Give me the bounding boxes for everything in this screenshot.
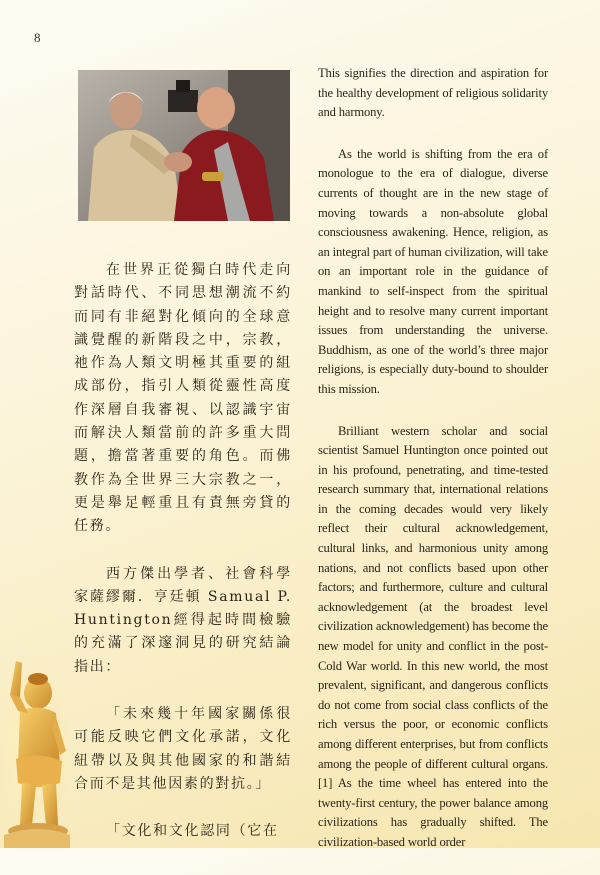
page-number: 8	[34, 30, 41, 45]
chinese-paragraph: 在世界正從獨白時代走向對話時代、不同思想潮流不約而同有非絕對化傾向的全球意識覺醒的新階段之中，宗教，祂作為人類文明極其重要的組成部份，指引人類從靈性高度作深層自我審視、以認識宇宙而解決人類當前的許多重大問題，擔當著重要的角色。而佛教作為全世界三大宗教之一，更是舉足輕重且有責無旁貸的任務。	[74, 262, 292, 535]
chinese-paragraph: 西方傑出學者、社會科學家薩繆爾．亨廷頓 Samual P. Huntington經得起時間檢驗的充滿了深邃洞見的研究結論指出：	[74, 565, 292, 675]
english-paragraph: This signifies the direction and aspiration for the healthy development of religious solidarity and harmony.	[318, 66, 548, 120]
chinese-text-column	[74, 259, 292, 868]
chinese-quote: 「文化和文化認同（它在	[106, 823, 279, 840]
baby-buddha-statue-icon	[0, 655, 72, 848]
english-paragraph: Brilliant western scholar and social scientist Samuel Huntington once pointed out in his profound, penetrating, and time-tested research summary that, international relations in the coming decades would very likely reflect their cultural acknowledgement, cultural links, and harmonious unity among nations, and not conflicts based upon other factors; and furthermore, culture and cultural acknowledgement (at the broadest level civilization acknowledgement) has become the new model for unity and conflict in the post-Cold War world. In this new world, the most prevalent, significant, and dangerous conflicts do not come from social class conflicts of the rich versus the poor, or economic conflicts among different enterprises, but from conflicts among the people of different cultural organs. [1] As the time wheel has entered into the twenty-first century, the power balance among civilizations has gradually shifted. The civilization-based world order	[318, 423, 548, 849]
english-paragraph: As the world is shifting from the era of monologue to the era of dialogue, diverse currents of thought are in the new stage of moving towards a non-absolute global consciousness awakening. Hence, religion, as an integral part of human civilization, will take on an important role in the guidance of mankind to self-inspect from the spiritual height and to resolve many current important issues from understanding the universe. Buddhism, as one of the world’s three major religions, is especially duty-bound to shoulder this mission.	[318, 146, 548, 396]
photo-two-monks-greeting-icon	[78, 70, 290, 221]
chinese-quote: 「未來幾十年國家關係很可能反映它們文化承諾，文化紐帶以及與其他國家的和諧結合而不是其他因素的對抗。」	[74, 706, 292, 792]
english-text-column	[318, 64, 548, 875]
